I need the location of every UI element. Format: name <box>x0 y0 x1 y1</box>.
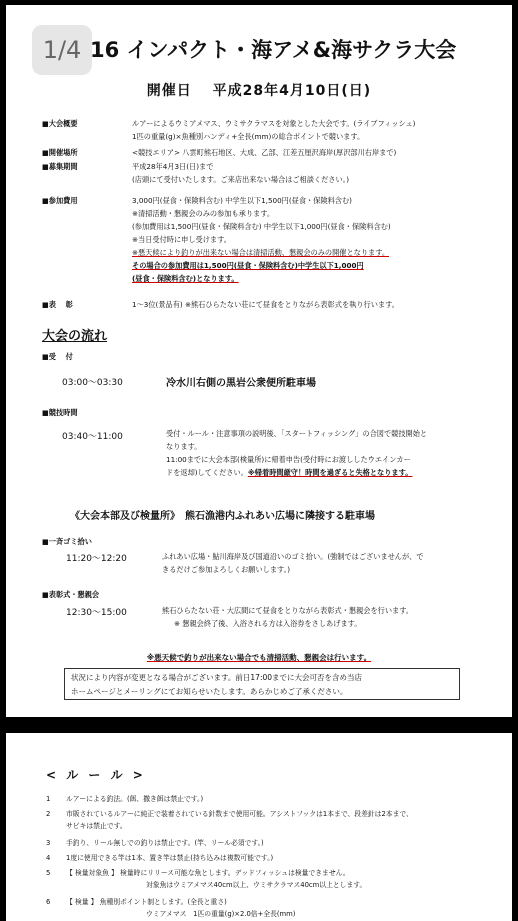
ceremony-label: ■表彰式・懇親会 <box>42 590 100 599</box>
row-line-warning: (昼食・保険料含む)となります。 <box>132 274 239 283</box>
cleanup-time: 11:20〜12:20 <box>66 554 127 564</box>
rule-number: 1 <box>46 795 51 803</box>
reception-place: 冷水川右側の黒岩公衆便所駐車場 <box>166 378 316 389</box>
cleanup-text <box>162 550 502 576</box>
text-line: 熊石ひらたない荘・大広間にて昼食をとりながら表彰式・懇親会を行います。 <box>162 606 413 615</box>
ceremony-time: 12:30〜15:00 <box>66 608 127 618</box>
rule-number: 2 <box>46 810 51 818</box>
reception-time: 03:00〜03:30 <box>62 378 123 388</box>
row-line-warning: その場合の参加費用は1,500円(昼食・保険料含む)中学生以下1,000円 <box>132 261 364 270</box>
return-time-warning: ※帰着時間厳守！時間を過ぎると失格となります。 <box>247 468 413 477</box>
row-line: 1匹の重量(g)×魚種別ハンディ+全長(mm)の総合ポイントで競います。 <box>132 132 365 141</box>
text-line: 11:00までに大会本部(検量所)に帰着申告(受付時にお渡ししたウエインカー <box>166 455 411 464</box>
event-title: 16 インパクト・海アメ&海サクラ大会 <box>90 38 457 62</box>
row-value <box>132 146 502 159</box>
rule-number: 5 <box>46 869 51 877</box>
notice-line: ホームページとメーリングにてお知らせいたします。あらかじめご了承ください。 <box>71 687 348 696</box>
row-label: ■大会概要 <box>42 119 78 128</box>
competition-text <box>166 427 496 479</box>
rule-line: 1度に使用できる竿は1本、置き竿は禁止(持ち込みは複数可能です。) <box>66 854 274 862</box>
rules-title: < ル ー ル > <box>46 768 146 782</box>
row-value <box>132 117 502 143</box>
text-line: 受付・ルール・注意事項の説明後、「スタートフィッシング」の合図で競技開始と <box>166 429 428 438</box>
rule-line: サビキは禁止です。 <box>66 822 127 830</box>
rule-line: ウミアメマス 1匹の重量(g)×2.0倍+全長(mm) <box>146 910 296 918</box>
hq-location: 《大会本部及び検量所》 熊石漁港内ふれあい広場に隣接する駐車場 <box>70 511 375 522</box>
text-line: ふれあい広場・鮎川海岸及び国道沿いのゴミ拾い。(強制ではございませんが、で <box>162 552 424 561</box>
rule-line: 【 検量対象魚 】 検量時にリリース可能な魚とします。デッドフィッシュは検量できません。 <box>66 869 350 877</box>
document-page-2 <box>6 733 512 921</box>
competition-label: ■競技時間 <box>42 408 78 417</box>
reception-label: ■受 付 <box>42 352 73 361</box>
notice-box <box>64 668 460 700</box>
row-line: ※当日受付時に申し受けます。 <box>132 235 231 244</box>
row-line: (店頭にて受付いたします。ご来店出来ない場合はご相談ください。) <box>132 175 350 184</box>
rule-number: 4 <box>46 854 51 862</box>
text-line: ドを返却)してください。 <box>166 468 248 477</box>
row-line: 3,000円(昼食・保険料含む) 中学生以下1,500円(昼食・保険料含む) <box>132 196 352 205</box>
cleanup-label: ■一斉ゴミ拾い <box>42 537 92 546</box>
event-date: 開催日 平成28年4月10日(日) <box>146 83 372 99</box>
row-value <box>132 298 502 311</box>
rule-line: 【 検量 】 魚種別ポイント制とします。(全長と重さ) <box>66 898 227 906</box>
row-line: 平成28年4月3日(日)まで <box>132 162 214 171</box>
flow-heading: 大会の流れ <box>42 329 108 344</box>
row-line: ルアーによるウミアメマス、ウミサクラマスを対象とした大会です。(ライブフィッシュ) <box>132 119 416 128</box>
rule-number: 3 <box>46 839 51 847</box>
rule-line: ルアーによる釣法。(餌、撒き餌は禁止です。) <box>66 795 204 803</box>
text-line: きるだけご参加よろしくお願いします。) <box>162 565 291 574</box>
rule-line: 対象魚はウミアメマス40cm以上、ウミサクラマス40cm以上とします。 <box>146 881 367 889</box>
ceremony-text <box>162 604 502 630</box>
row-label: ■募集期間 <box>42 162 78 171</box>
row-label: ■参加費用 <box>42 196 78 205</box>
row-value <box>132 194 502 285</box>
rule-number: 6 <box>46 898 51 906</box>
row-value <box>132 160 502 186</box>
row-label: ■開催場所 <box>42 148 78 157</box>
row-label: ■表 彰 <box>42 300 73 309</box>
document-page-1 <box>6 5 512 717</box>
rule-line: 市販されているルアーに純正で装着されている針数まで使用可能。アシストフックは1本まで、段差針は2本まで、 <box>66 810 413 818</box>
text-line: なります。 <box>166 442 202 451</box>
page-indicator: 1/4 <box>32 25 92 75</box>
bad-weather-notice: ※悪天候で釣りが出来ない場合でも清掃活動、懇親会は行います。 <box>146 653 372 662</box>
notice-line: 状況により内容が変更となる場合がございます。前日17:00までに大会可否を含め当店 <box>71 673 363 682</box>
row-line: ※清掃活動・懇親会のみの参加も承ります。 <box>132 209 275 218</box>
row-line: <競技エリア> 八雲町熊石地区、大成、乙部、江差五厘沢海岸(厚沢部川右岸まで) <box>132 148 397 157</box>
row-line: 1〜3位(景品有) ※熊石ひらたない荘にて昼食をとりながら表彰式を執り行います。 <box>132 300 399 309</box>
text-line: ※ 懇親会終了後、入浴される方は入浴券をさしあげます。 <box>174 619 362 628</box>
competition-time: 03:40〜11:00 <box>62 432 123 442</box>
row-line: (参加費用は1,500円(昼食・保険料含む) 中学生以下1,000円(昼食・保険料含む) <box>132 222 391 231</box>
rule-line: 手釣り、リール無しでの釣りは禁止です。(竿、リール必須です。) <box>66 839 264 847</box>
row-line-warning: ※悪天候により釣りが出来ない場合は清掃活動、懇親会のみの開催となります。 <box>132 248 390 257</box>
